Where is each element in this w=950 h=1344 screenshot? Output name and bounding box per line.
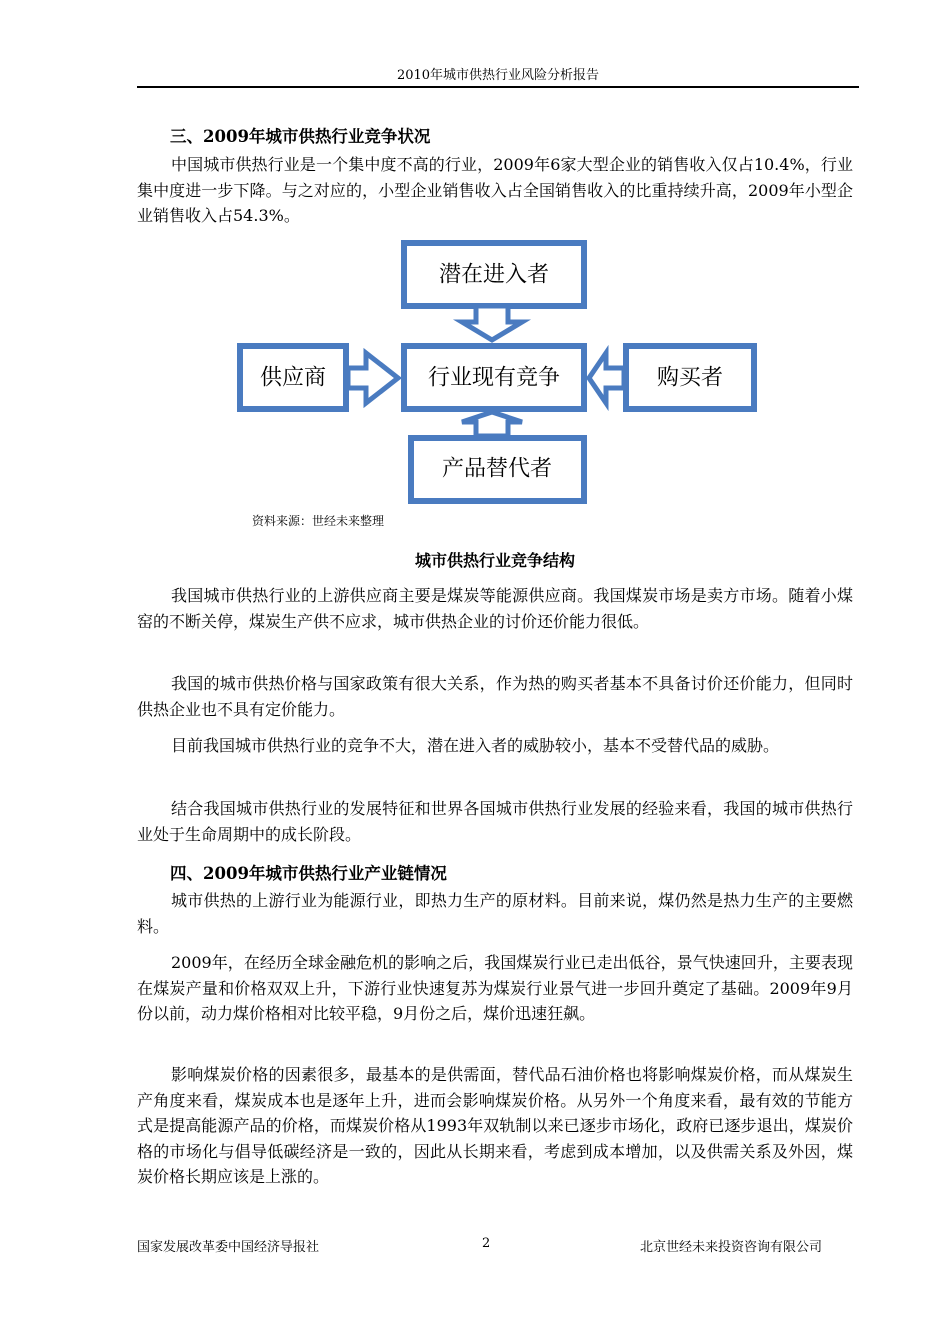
- section-3-intro: 中国城市供热行业是一个集中度不高的行业，2009年6家大型企业的销售收入仅占10.4%，行业集中度进一步下降。与之对应的，小型企业销售收入占全国销售收入的比重持续升高，2009年小型企业销售收入占54.3%。: [137, 155, 853, 225]
- paragraph-coal-price: 影响煤炭价格的因素很多，最基本的是供需面，替代品石油价格也将影响煤炭价格，而从煤炭生产角度来看，煤炭成本也是逐年上升，进而会影响煤炭价格。从另外一个角度来看，最有效的节能方式是提高能源产品的价格，而煤炭价格从1993年双轨制以来已逐步市场化，政府已逐步退出，煤炭价格的市场化与倡导低碳经济是一致的，因此从长期来看，考虑到成本增加，以及供需关系及外因，煤炭价格长期应该是上涨的。: [137, 1065, 853, 1186]
- paragraph-suppliers: 我国城市供热行业的上游供应商主要是煤炭等能源供应商。我国煤炭市场是卖方市场。随着小煤窑的不断关停，煤炭生产供不应求，城市供热企业的讨价还价能力很低。: [137, 586, 853, 631]
- paragraph-upstream: 城市供热的上游行业为能源行业，即热力生产的原材料。目前来说，煤仍然是热力生产的主要燃料。: [137, 891, 853, 936]
- arrow-right-icon: [348, 353, 398, 403]
- label-existing-competition: 行业现有竞争: [427, 365, 561, 391]
- arrow-left-icon: [589, 353, 624, 403]
- figure-caption: 城市供热行业竞争结构: [414, 551, 575, 570]
- page-number: 2: [482, 1236, 491, 1251]
- footer-right: 北京世经未来投资咨询有限公司: [640, 1240, 823, 1255]
- page-header-title: 2010年城市供热行业风险分析报告: [396, 68, 600, 83]
- arrow-down-icon: [462, 306, 522, 340]
- label-suppliers: 供应商: [259, 365, 327, 391]
- paragraph-coal-2009: 2009年，在经历全球金融危机的影响之后，我国煤炭行业已走出低谷，景气快速回升，主要表现在煤炭产量和价格双双上升，下游行业快速复苏为煤炭行业景气进一步回升奠定了基础。2009年9月份以前，动力煤价格相对比较平稳，9月份之后，煤价迅速狂飙。: [137, 953, 853, 1023]
- label-buyers: 购买者: [656, 365, 724, 391]
- competition-structure-diagram: [0, 0, 950, 520]
- section-heading-4: 四、2009年城市供热行业产业链情况: [170, 864, 447, 883]
- paragraph-threats: 目前我国城市供热行业的竞争不大，潜在进入者的威胁较小，基本不受替代品的威胁。: [171, 736, 780, 755]
- section-heading-3: 三、2009年城市供热行业竞争状况: [170, 127, 431, 146]
- arrow-up-icon: [462, 412, 522, 436]
- source-note: 资料来源：世经未来整理: [252, 514, 385, 528]
- paragraph-buyers: 我国的城市供热价格与国家政策有很大关系，作为热的购买者基本不具备讨价还价能力，但同时供热企业也不具有定价能力。: [137, 674, 853, 719]
- paragraph-lifecycle: 结合我国城市供热行业的发展特征和世界各国城市供热行业发展的经验来看，我国的城市供热行业处于生命周期中的成长阶段。: [137, 799, 853, 844]
- footer-left: 国家发展改革委中国经济导报社: [137, 1240, 320, 1255]
- label-substitutes: 产品替代者: [441, 456, 553, 482]
- label-potential-entrants: 潜在进入者: [438, 262, 550, 288]
